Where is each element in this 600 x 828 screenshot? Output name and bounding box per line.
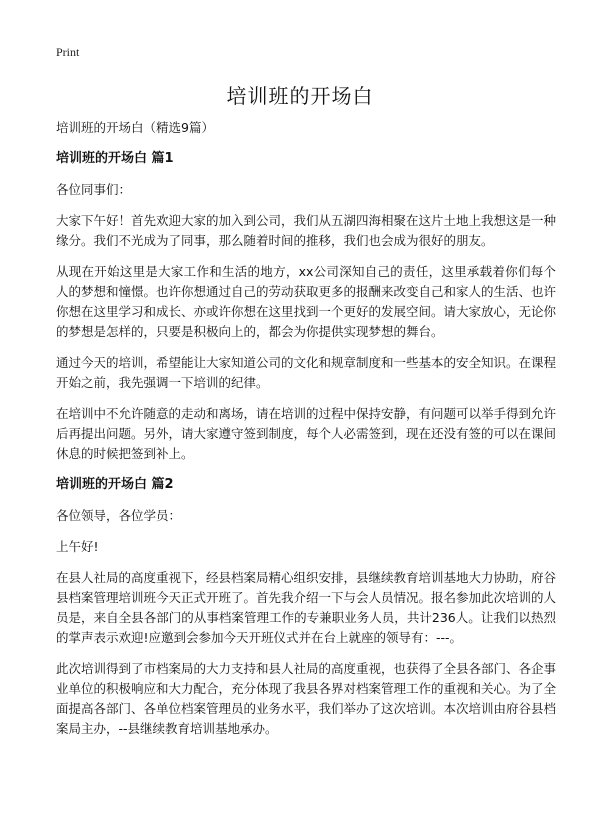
paragraph: 从现在开始这里是大家工作和生活的地方，xx公司深知自己的责任，这里承载着你们每个人的梦想和憧憬。也许你想通过自己的劳动获取更多的报酬来改变自己和家人的生活、也许你想在这里学习和成长、亦或许你想在这里找到一个更好的发展空间。请大家放心，无论你的梦想是怎样的，只要是积极向上的，都会为你提供实现梦想的舞台。: [56, 264, 557, 339]
paragraph: 通过今天的培训，希望能让大家知道公司的文化和规章制度和一些基本的安全知识。在课程开始之前，我先强调一下培训的纪律。: [56, 355, 557, 390]
page-title: 培训班的开场白: [226, 84, 374, 108]
paragraph: 各位同事们：: [56, 182, 132, 197]
section-heading-1: 培训班的开场白 篇1: [56, 151, 174, 166]
paragraph: 在县人社局的高度重视下，经县档案局精心组织安排，县继续教育培训基地大力协助，府谷县档案管理培训班今天正式开班了。首先我介绍一下与会人员情况。报名参加此次培训的人员是，来自全县各部门的从事档案管理工作的专兼职业务人员，共计236人。让我们以热烈的掌声表示欢迎!应邀到会参加今天开班仪式并在台上就座的领导有：---。: [56, 570, 557, 645]
paragraph: 各位领导，各位学员：: [56, 508, 182, 523]
paragraph: 在培训中不允许随意的走动和离场，请在培训的过程中保持安静，有问题可以举手得到允许后再提出问题。另外，请大家遵守签到制度，每个人必需签到，现在还没有签的可以在课间休息的时候把签到补上。: [56, 406, 557, 461]
paragraph: 上午好!: [56, 539, 99, 554]
paragraph: 此次培训得到了市档案局的大力支持和县人社局的高度重视，也获得了全县各部门、各企事业单位的积极响应和大力配合，充分体现了我县各界对档案管理工作的重视和关心。为了全面提高各部门、各单位档案管理员的业务水平，我们举办了这次培训。本次培训由府谷县档案局主办，--县继续教育培训基地承办。: [56, 661, 557, 736]
article-body: [56, 118, 556, 750]
paragraph: 大家下午好！首先欢迎大家的加入到公司，我们从五湖四海相聚在这片土地上我想这是一种缘分。我们不光成为了同事，那么随着时间的推移，我们也会成为很好的朋友。: [56, 213, 557, 248]
subtitle: 培训班的开场白（精选9篇）: [56, 120, 214, 135]
print-link[interactable]: Print: [56, 45, 80, 59]
section-heading-2: 培训班的开场白 篇2: [56, 477, 174, 492]
